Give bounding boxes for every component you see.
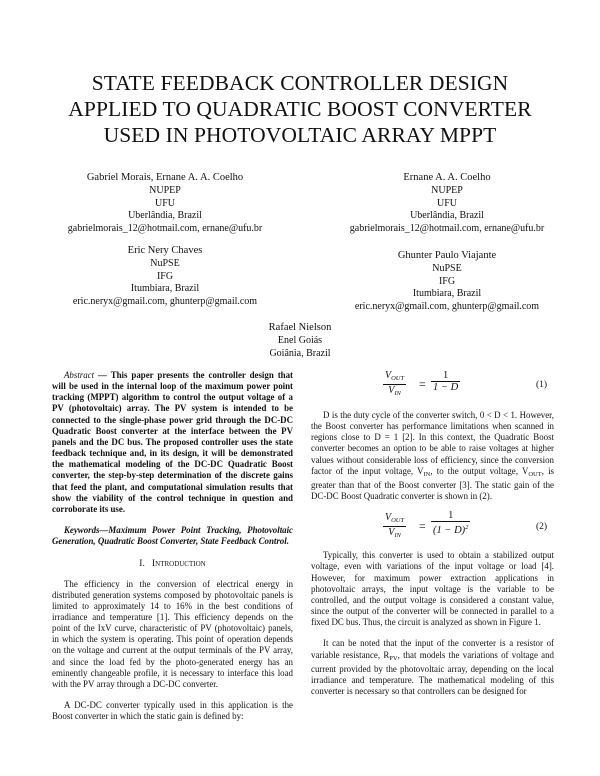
- body-paragraph-3: It can be noted that the input of the converter is a resistor of variable resistance, $R_{PV}$, that models the variations of voltage and current provided by the photovoltaic array, depending on the local irradiance and temperature. The mathematical modeling of this converter is necessary so that controllers can be designed for: [311, 638, 554, 696]
- author-block-2: [322, 172, 572, 235]
- abstract-dash: —: [94, 370, 111, 380]
- right-column: [311, 368, 554, 697]
- author-name: Rafael Nielson: [268, 322, 332, 333]
- equation-1: [311, 368, 554, 406]
- author-email: gabrielmorais_12@hotmail.com, ernane@ufu.br: [67, 222, 263, 234]
- eq1-rhs-fraction: $\frac{1}{1 - D}$: [433, 370, 459, 394]
- abstract-label: Abstract: [64, 370, 95, 380]
- author-block-4: [322, 250, 572, 313]
- author-name: Eric Nery Chaves: [127, 245, 203, 256]
- author-org: NuPSE: [432, 263, 462, 275]
- author-org: Enel Goiás: [277, 335, 323, 347]
- section-number: I.: [139, 559, 145, 570]
- equation-2: [311, 508, 554, 550]
- intro-paragraph-1: The efficiency in the conversion of electrical energy in distributed generation systems composed by photovoltaic panels is limited to approximately 14 to 16% in the best conditions of irradiance and temperature [1]. This efficiency depends on the point of the IxV curve, characteristic of PV (photovoltaic) panels, in which the system is operating. This point of operation depends on the voltage and current at the output terminals of the PV array, and since the load fed by the photo-generated energy has an eminently changeable profile, it is necessary to interface this load with the PV array through a DC-DC converter.: [52, 578, 293, 689]
- author-inst: UFU: [436, 197, 457, 209]
- title-line-3: USED IN PHOTOVOLTAIC ARRAY MPPT: [103, 123, 497, 147]
- section-heading-introduction: [52, 559, 293, 570]
- body-paragraph-1: D is the duty cycle of the converter switch, 0 < D < 1. However, the Boost converter has performance limitations when scanned in regions close to D = 1 [2]. In this context, the Quadratic Boost converter becomes an option to be able to raise voltages at higher values without considerable loss of efficiency, since the conversion factor of the input voltage, $V_{IN}$, to the output voltage, $V_{OUT}$, is greater than that of the Boost converter [3]. The static gain of the DC-DC Boost Quadratic converter is shown in (2).: [311, 410, 555, 502]
- author-name: Gabriel Morais, Ernane A. A. Coelho: [86, 172, 244, 183]
- author-email: gabrielmorais_12@hotmail.com, ernane@ufu.br: [349, 222, 545, 234]
- section-title: Introduction: [151, 559, 206, 570]
- author-org: NuPSE: [150, 258, 180, 270]
- author-inst: IFG: [438, 275, 456, 287]
- author-block-1: [40, 172, 290, 235]
- intro-paragraph-2: A DC-DC converter typically used in this application is the Boost converter in which the static gain is defined by:: [52, 700, 293, 722]
- eq1-equals: =: [419, 377, 426, 391]
- paper-title: [40, 70, 560, 148]
- abstract-text: This paper presents the controller design that will be used in the internal loop of the maximum power point tracking (MPPT) algorithm to control the output voltage of a PV (photovoltaic) array. The PV system is intended to be connected to the single-phase power grid through the DC-DC Quadratic Boost converter at the interface between the PV panels and the DC bus. The proposed controller uses the state feedback technique and, in its design, it will be demonstrated the mathematical modeling of the DC-DC Quadratic Boost converter, the step-by-step determination of the discrete gains that feed the plant, and computational simulation results that show the viability of the control technique in question and corroborate its use.: [52, 370, 294, 514]
- title-line-1: STATE FEEDBACK CONTROLLER DESIGN: [91, 71, 509, 95]
- author-inst: UFU: [154, 197, 175, 209]
- eq1-number: (1): [536, 380, 548, 390]
- keywords: [52, 525, 293, 547]
- eq2-lhs-fraction: $V_{OUT}$ $V_{IN}$: [385, 512, 405, 540]
- left-column: [52, 370, 293, 722]
- author-block-3: [40, 245, 290, 308]
- eq2-number: (2): [536, 522, 548, 533]
- abstract: [52, 370, 293, 515]
- author-city: Uberlândia, Brazil: [128, 210, 202, 222]
- author-city: Itumbiara, Brazil: [130, 283, 200, 295]
- author-org: NUPEP: [431, 185, 463, 197]
- title-line-2: APPLIED TO QUADRATIC BOOST CONVERTER: [68, 97, 532, 121]
- author-inst: IFG: [156, 270, 174, 282]
- author-name: Ghunter Paulo Viajante: [397, 250, 497, 261]
- eq2-equals: =: [419, 519, 426, 534]
- author-org: NUPEP: [149, 185, 181, 197]
- author-name: Ernane A. A. Coelho: [403, 172, 491, 183]
- eq2-rhs-fraction: $\frac{1}{(1 - D)^2}$: [433, 510, 469, 537]
- author-city: Uberlândia, Brazil: [410, 210, 484, 222]
- author-email: eric.neryx@gmail.com, ghunterp@gmail.com: [354, 300, 540, 312]
- author-block-5: [175, 322, 425, 360]
- body-paragraph-2: Typically, this converter is used to obtain a stabilized output voltage, even with variations of the input voltage or load [4]. However, for maximum power extraction applications in photovoltaic arrays, the input voltage is the variable to be controlled, and the output voltage is considered a constant value, since the output of the converter will be connected in parallel to a fixed DC bus. Thus, the circuit is analyzed as shown in Figure 1.: [311, 550, 554, 628]
- eq1-lhs-fraction: $V_{OUT}$ $V_{IN}$: [385, 370, 405, 398]
- author-email: eric.neryx@gmail.com, ghunterp@gmail.com: [72, 295, 258, 307]
- keywords-text: —Maximum Power Point Tracking, Photovoltaic Generation, Quadratic Boost Converter, State Feedback Control.: [52, 525, 293, 547]
- author-city: Itumbiara, Brazil: [412, 288, 482, 300]
- keywords-label: Keywords: [64, 525, 100, 536]
- author-city: Goiânia, Brazil: [269, 347, 331, 359]
